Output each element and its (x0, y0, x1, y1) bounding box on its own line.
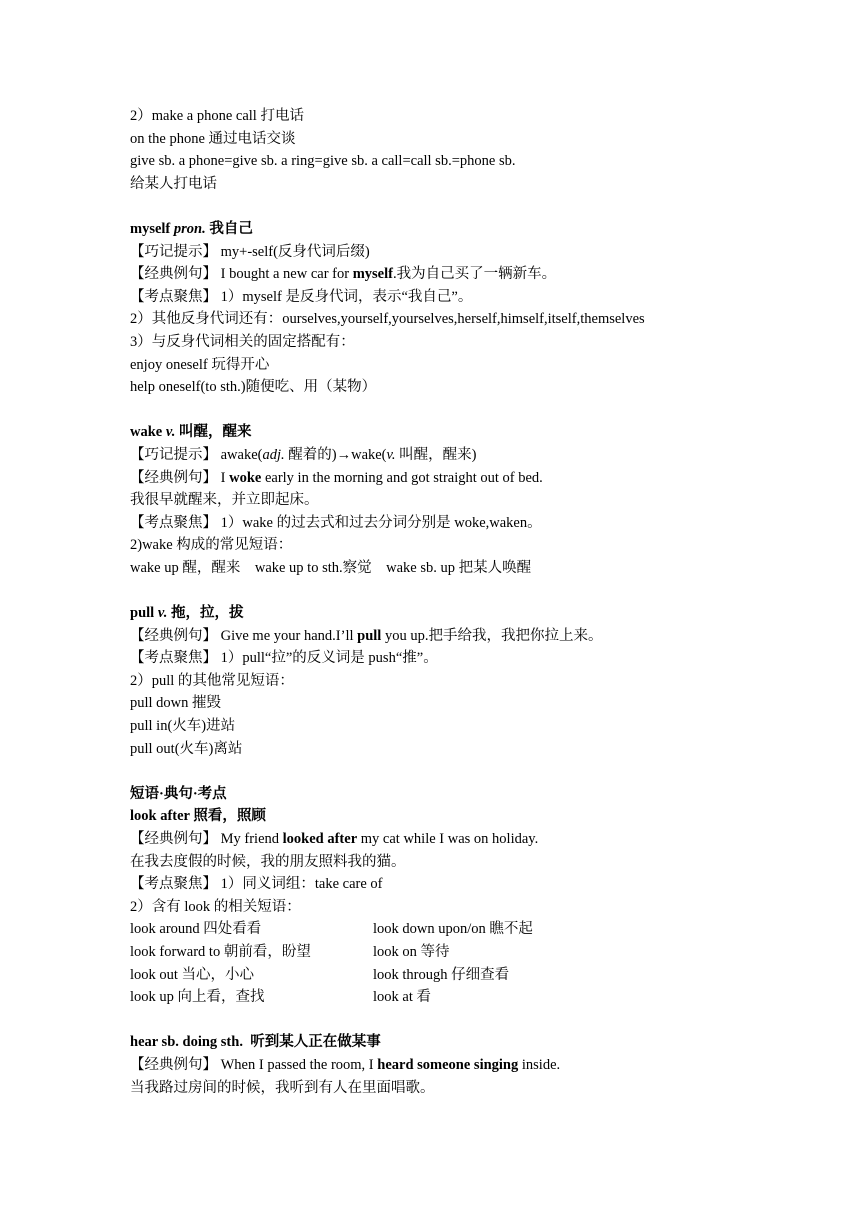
focus-tag: 【考点聚焦】 (130, 876, 217, 893)
headword: look after 照看，照顾 (130, 808, 266, 825)
entry-heading-myself (130, 218, 810, 241)
phrase-cell: look up 向上看，查找 (130, 989, 265, 1006)
phrase-table-row (130, 986, 810, 1009)
note-line: 2）pull 的其他常见短语： (130, 672, 294, 689)
spacer (130, 579, 810, 602)
tip-tag: 【巧记提示】 (130, 446, 217, 463)
tip-text: awake( (217, 446, 263, 463)
intro-line-4: 给某人打电话 (130, 175, 217, 192)
example-text: My friend (217, 831, 283, 847)
focus-text: 1）pull“拉”的反义词是 push“推”。 (217, 650, 438, 667)
part-of-speech: pron. (173, 220, 206, 237)
example-translation: 当我路过房间的时候，我听到有人在里面唱歌。 (130, 1079, 435, 1096)
example-text: I bought a new car for (217, 266, 353, 283)
example-text: inside. (518, 1056, 561, 1073)
focus-text: 1）wake 的过去式和过去分词分别是 woke,waken。 (217, 514, 542, 531)
tip-pos: adj. (262, 446, 285, 463)
example-tag: 【经典例句】 (130, 469, 217, 486)
phrase-cell: look on 等待 (373, 943, 450, 960)
focus-text: 1）同义词组：take care of (217, 876, 383, 893)
headword: pull (130, 605, 155, 622)
example-keyword: looked after (282, 831, 358, 847)
note-line: 2)wake 构成的常见短语： (130, 537, 293, 554)
example-text: you up.把手给我，我把你拉上来。 (381, 627, 603, 644)
document-body (130, 105, 810, 1099)
key-point (130, 286, 810, 309)
headword: myself (130, 220, 171, 237)
example-tag: 【经典例句】 (130, 627, 217, 644)
example-keyword: woke (229, 469, 262, 486)
phrase-cell: look around 四处看看 (130, 921, 262, 938)
note-line: pull in(火车)进站 (130, 718, 236, 735)
phrase-table-row (130, 964, 810, 987)
section-title (130, 783, 810, 806)
spacer (130, 1009, 810, 1032)
example-text: When I passed the room, I (217, 1056, 378, 1073)
tip-pos: v. (386, 446, 396, 463)
tip-text: my+-self(反身代词后缀) (217, 243, 370, 260)
entry-heading-hear (130, 1031, 810, 1054)
headword-meaning: 拖，拉，拔 (167, 605, 244, 622)
example-sentence (130, 625, 810, 648)
example-text: early in the morning and got straight out of bed. (261, 469, 543, 486)
section-title-text: 短语·典句·考点 (130, 785, 227, 802)
entry-heading-look-after (130, 805, 810, 828)
focus-text: 1）myself 是反身代词，表示“我自己”。 (217, 288, 473, 305)
headword: hear sb. doing sth. 听到某人正在做某事 (130, 1034, 381, 1051)
spacer (130, 399, 810, 422)
spacer (130, 195, 810, 218)
key-point (130, 647, 810, 670)
example-keyword: pull (357, 627, 382, 644)
example-tag: 【经典例句】 (130, 831, 217, 847)
tip-text: 醒着的)→wake( (284, 446, 387, 463)
example-sentence (130, 1054, 810, 1077)
example-text: my cat while I was on holiday. (357, 831, 539, 847)
key-point (130, 512, 810, 535)
note-line: pull out(火车)离站 (130, 740, 243, 757)
note-line: pull down 摧毁 (130, 695, 222, 712)
example-translation: 在我去度假的时候，我的朋友照料我的猫。 (130, 853, 406, 870)
example-keyword: myself (352, 266, 393, 283)
memory-tip (130, 241, 810, 264)
example-text: I (217, 469, 230, 486)
note-line: 2）含有 look 的相关短语： (130, 898, 301, 915)
note-line: 2）其他反身代词还有：ourselves,yourself,yourselves,herself,himself,itself,themselves (130, 311, 645, 328)
phrase-cell: look down upon/on 瞧不起 (373, 921, 533, 938)
part-of-speech: v. (165, 424, 176, 441)
note-line: wake up 醒，醒来 wake up to sth.察觉 wake sb. up 把某人唤醒 (130, 559, 532, 576)
part-of-speech: v. (157, 605, 168, 622)
phrase-cell: look out 当心，小心 (130, 966, 255, 983)
memory-tip (130, 444, 810, 467)
intro-line-1: 2）make a phone call 打电话 (130, 108, 304, 124)
tip-text: 叫醒，醒来) (395, 446, 477, 463)
intro-line-2: on the phone 通过电话交谈 (130, 130, 296, 147)
phrase-cell: look forward to 朝前看，盼望 (130, 943, 311, 960)
tip-tag: 【巧记提示】 (130, 243, 217, 260)
note-line: 3）与反身代词相关的固定搭配有： (130, 333, 355, 350)
example-keyword: heard someone singing (377, 1056, 519, 1073)
note-line: enjoy oneself 玩得开心 (130, 356, 270, 373)
focus-tag: 【考点聚焦】 (130, 288, 217, 305)
headword: wake (130, 424, 163, 441)
note-line: help oneself(to sth.)随便吃、用（某物） (130, 379, 377, 396)
key-point (130, 873, 810, 896)
example-translation: 我很早就醒来，并立即起床。 (130, 492, 319, 509)
intro-line-3: give sb. a phone=give sb. a ring=give sb. a call=call sb.=phone sb. (130, 153, 516, 170)
example-sentence (130, 263, 810, 286)
focus-tag: 【考点聚焦】 (130, 650, 217, 667)
example-text: .我为自己买了一辆新车。 (392, 266, 557, 283)
entry-heading-pull (130, 602, 810, 625)
phrase-cell: look at 看 (373, 989, 431, 1006)
headword-meaning: 我自己 (205, 220, 253, 237)
example-text: Give me your hand.I’ll (217, 627, 358, 644)
phrase-cell: look through 仔细查看 (373, 966, 510, 983)
phrase-table-row (130, 918, 810, 941)
example-tag: 【经典例句】 (130, 1056, 217, 1073)
example-sentence (130, 828, 810, 851)
example-tag: 【经典例句】 (130, 266, 217, 283)
focus-tag: 【考点聚焦】 (130, 514, 217, 531)
spacer (130, 760, 810, 783)
phrase-table-row (130, 941, 810, 964)
entry-heading-wake (130, 421, 810, 444)
example-sentence (130, 467, 810, 490)
headword-meaning: 叫醒，醒来 (175, 424, 252, 441)
